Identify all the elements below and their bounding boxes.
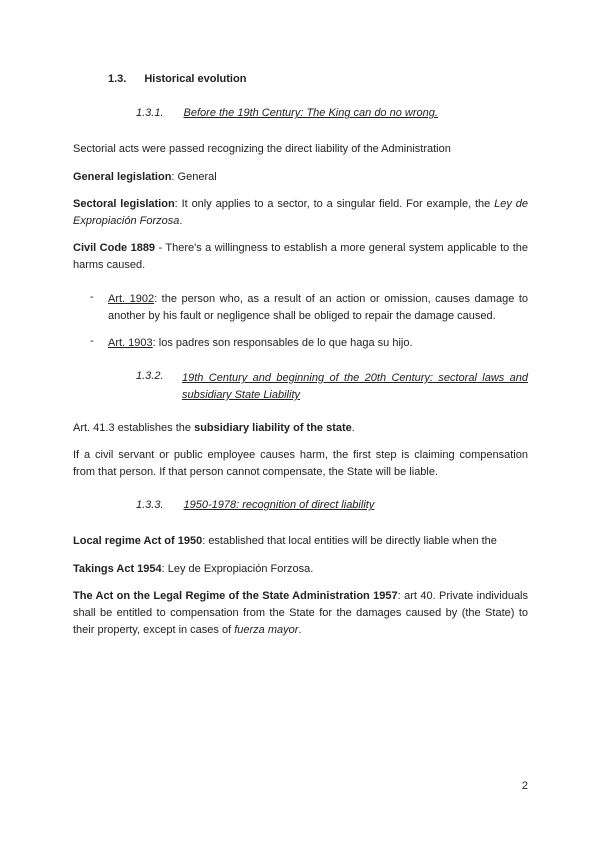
paragraph-art-41-3 bbox=[73, 420, 528, 437]
art-41-3-text: Art. 41.3 establishes the bbox=[73, 422, 195, 434]
subsection-title-cont: subsidiary State Liability bbox=[182, 389, 301, 401]
subsection-title: 19th Century and beginning of the 20th Century: sectoral laws and bbox=[182, 372, 528, 384]
article-ref: Art. 1903 bbox=[108, 337, 153, 349]
term-fuerza-mayor: fuerza mayor bbox=[234, 624, 299, 636]
subsection-heading bbox=[136, 499, 374, 511]
list-item-text: : los padres son responsables de lo que haga su hijo. bbox=[152, 337, 413, 349]
term-local-regime: Local regime Act of 1950 bbox=[73, 535, 203, 547]
subsection-number: 1.3.3. bbox=[136, 499, 164, 511]
bullet-dash: - bbox=[90, 291, 94, 303]
list-item bbox=[108, 291, 528, 325]
legal-regime-text: : art 40. Private individuals bbox=[397, 590, 529, 602]
legal-regime-text-end: their property, except in cases of bbox=[73, 624, 235, 636]
subsection-number: 1.3.1. bbox=[136, 107, 164, 119]
paragraph-sectoral-legislation bbox=[73, 196, 528, 230]
paragraph-civil-code bbox=[73, 240, 528, 274]
paragraph-general-legislation bbox=[73, 169, 528, 186]
term-general-legislation: General legislation bbox=[73, 171, 172, 183]
term-legal-regime: The Act on the Legal Regime of the State Administration 1957 bbox=[73, 590, 398, 602]
section-title: Historical evolution bbox=[144, 73, 247, 85]
section-number: 1.3. bbox=[108, 73, 127, 85]
subsection-number: 1.3.2. bbox=[136, 370, 164, 382]
paragraph-civil-servant bbox=[73, 447, 528, 481]
subsection-title: 1950-1978: recognition of direct liability bbox=[183, 499, 375, 511]
subsection-heading bbox=[182, 370, 528, 404]
term-subsidiary-liability: subsidiary liability of the state bbox=[194, 422, 352, 434]
page-number: 2 bbox=[521, 780, 528, 792]
sectoral-end: . bbox=[179, 215, 183, 227]
term-sectoral-legislation: Sectoral legislation bbox=[73, 198, 175, 210]
paragraph-local-regime bbox=[73, 533, 528, 550]
term-civil-code: Civil Code 1889 bbox=[73, 242, 156, 254]
list-item-text: : the person who, as a result of an action or omission, causes damage to bbox=[154, 293, 529, 305]
subsection-heading bbox=[136, 107, 438, 119]
section-heading bbox=[108, 73, 246, 85]
bullet-dash: - bbox=[90, 335, 94, 347]
legal-regime-period: . bbox=[298, 624, 302, 636]
list-item bbox=[108, 335, 528, 352]
civil-code-text: - There's a willingness to establish a more general system applicable to the bbox=[155, 242, 528, 254]
local-regime-text: : established that local entities will be directly liable when the bbox=[202, 535, 497, 547]
civil-servant-line: If a civil servant or public employee causes harm, the first step is claiming compensation bbox=[73, 449, 528, 461]
art-41-3-end: . bbox=[351, 422, 355, 434]
paragraph-sectorial: Sectorial acts were passed recognizing the direct liability of the Administration bbox=[73, 143, 451, 155]
civil-servant-line: from that person. If that person cannot compensate, the State will be liable. bbox=[73, 466, 439, 478]
term-takings-act: Takings Act 1954 bbox=[73, 563, 162, 575]
general-legislation-text: : General bbox=[171, 171, 217, 183]
takings-act-text: : Ley de Expropiación Forzosa. bbox=[161, 563, 314, 575]
subsection-title: Before the 19th Century: The King can do no wrong. bbox=[183, 107, 438, 119]
paragraph-legal-regime bbox=[73, 588, 528, 639]
legal-regime-text-cont: shall be entitled to compensation from the State for the damages caused by (the State) to bbox=[73, 607, 528, 619]
civil-code-text-cont: harms caused. bbox=[73, 259, 146, 271]
paragraph-takings-act bbox=[73, 561, 528, 578]
list-item-text-cont: another by his fault or negligence shall be obliged to repair the damage caused. bbox=[108, 310, 496, 322]
sectoral-italic-cont: Expropiación Forzosa bbox=[73, 215, 180, 227]
sectoral-text: : It only applies to a sector, to a singular field. For example, the bbox=[174, 198, 495, 210]
sectoral-italic: Ley de bbox=[494, 198, 528, 210]
article-ref: Art. 1902 bbox=[108, 293, 155, 305]
